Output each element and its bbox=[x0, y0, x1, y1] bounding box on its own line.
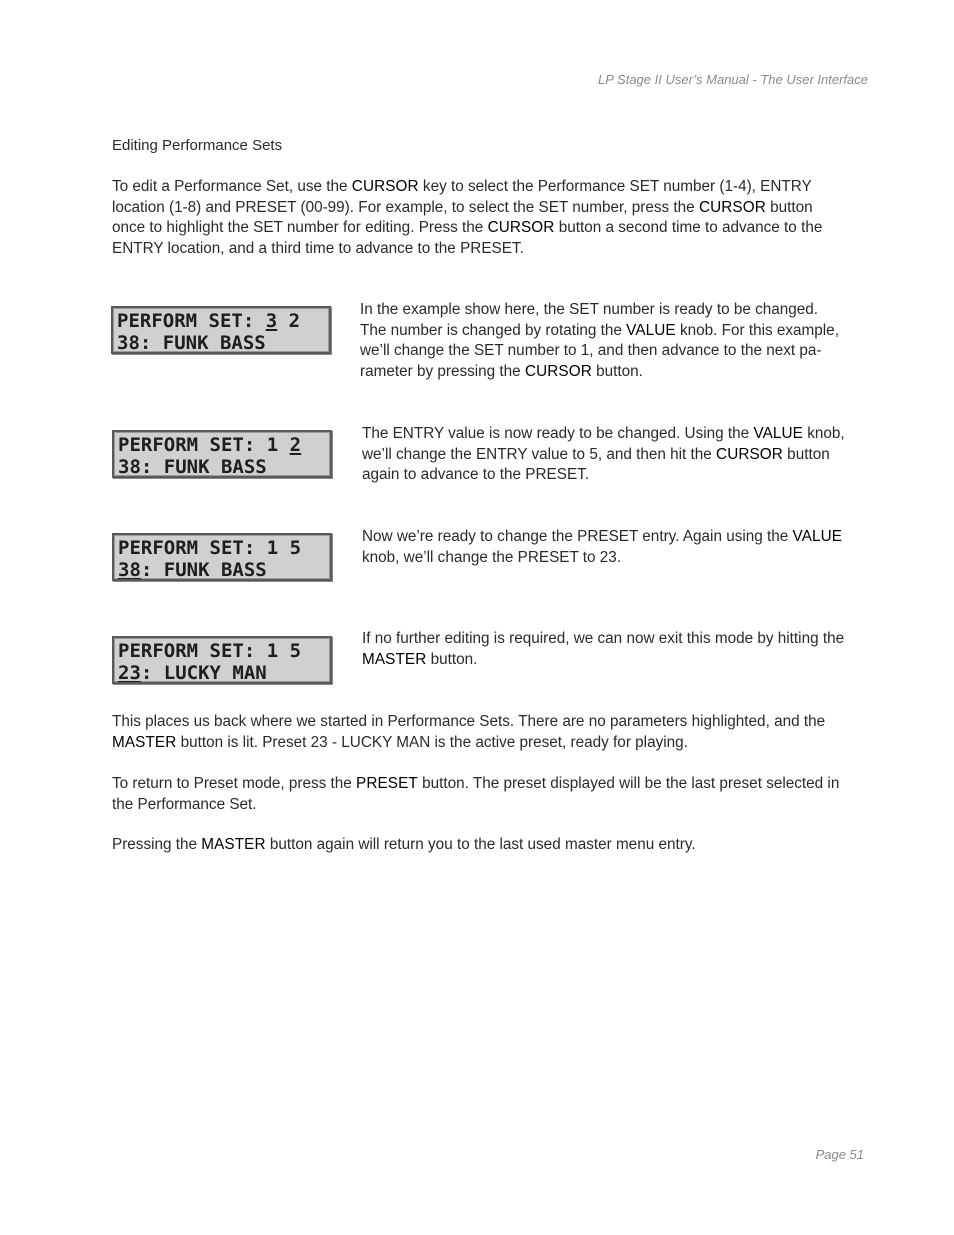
keyword: VALUE bbox=[753, 425, 803, 442]
lcd-line-2: 38: FUNK BASS bbox=[118, 456, 267, 478]
keyword: CURSOR bbox=[351, 178, 419, 195]
lcd-display-entry bbox=[112, 430, 332, 478]
keyword: MASTER bbox=[112, 733, 177, 751]
lcd-display-preset bbox=[112, 533, 332, 581]
lcd-line-1: PERFORM SET: 1 5 bbox=[118, 537, 302, 559]
preset-mode-paragraph: To return to Preset mode, press the PRESET button. The preset displayed will be the last preset selected in the Performance Set. bbox=[112, 775, 840, 813]
lcd-line-1: PERFORM SET: 1 5 bbox=[118, 640, 302, 662]
summary-paragraph: This places us back where we started in Performance Sets. There are no parameters highlighted, and the MASTER button is lit. Preset 23 - LUCKY MAN is the active preset, ready for playing. bbox=[112, 713, 826, 751]
lcd-display-done bbox=[112, 636, 332, 684]
page-header: LP Stage II User’s Manual - The User Interface bbox=[598, 72, 868, 87]
step-set-paragraph: In the example show here, the SET number is ready to be changed. The number is changed by rotating the VALUE knob. For this example, we’ll change the SET number to 1, and then advance to the next pa-rameter by pressing the CURSOR button. bbox=[360, 301, 839, 380]
keyword: CURSOR bbox=[524, 362, 592, 380]
keyword: CURSOR bbox=[487, 219, 555, 237]
keyword: VALUE bbox=[626, 321, 676, 339]
section-title: Editing Performance Sets bbox=[112, 137, 283, 154]
lcd-line-2: 23: LUCKY MAN bbox=[118, 662, 267, 684]
master-paragraph: Pressing the MASTER button again will return you to the last used master menu entry. bbox=[112, 836, 696, 853]
keyword: MASTER bbox=[362, 650, 427, 668]
lcd-line-2: 38: FUNK BASS bbox=[117, 332, 266, 354]
step-entry-paragraph: The ENTRY value is now ready to be changed. Using the VALUE knob, we’ll change the ENTRY value to 5, and then hit the CURSOR button again to advance to the PRESET. bbox=[362, 425, 845, 484]
lcd-display-set bbox=[111, 306, 331, 354]
keyword: VALUE bbox=[792, 528, 843, 545]
keyword: CURSOR bbox=[698, 198, 766, 216]
lcd-line-2: 38: FUNK BASS bbox=[118, 559, 267, 581]
keyword: PRESET bbox=[356, 775, 418, 792]
intro-paragraph: To edit a Performance Set, use the CURSOR key to select the Performance SET number (1-4), ENTRY location (1-8) and PRESET (00-99). For example, to select the SET number, press the CURSOR button once to highlight the SET number for editing. Press the CURSOR button a second time to advance to the ENTRY location, and a third time to advance to the PRESET. bbox=[112, 178, 823, 257]
lcd-line-1: PERFORM SET: 1 2 bbox=[118, 434, 302, 456]
keyword: MASTER bbox=[201, 836, 266, 853]
keyword: CURSOR bbox=[716, 445, 783, 463]
lcd-line-1: PERFORM SET: 3 2 bbox=[117, 310, 301, 332]
step-exit-paragraph: If no further editing is required, we can now exit this mode by hitting the MASTER button. bbox=[362, 630, 845, 668]
step-preset-paragraph: Now we’re ready to change the PRESET entry. Again using the VALUE knob, we’ll change the PRESET to 23. bbox=[362, 528, 843, 566]
page-number: Page 51 bbox=[815, 1147, 864, 1162]
